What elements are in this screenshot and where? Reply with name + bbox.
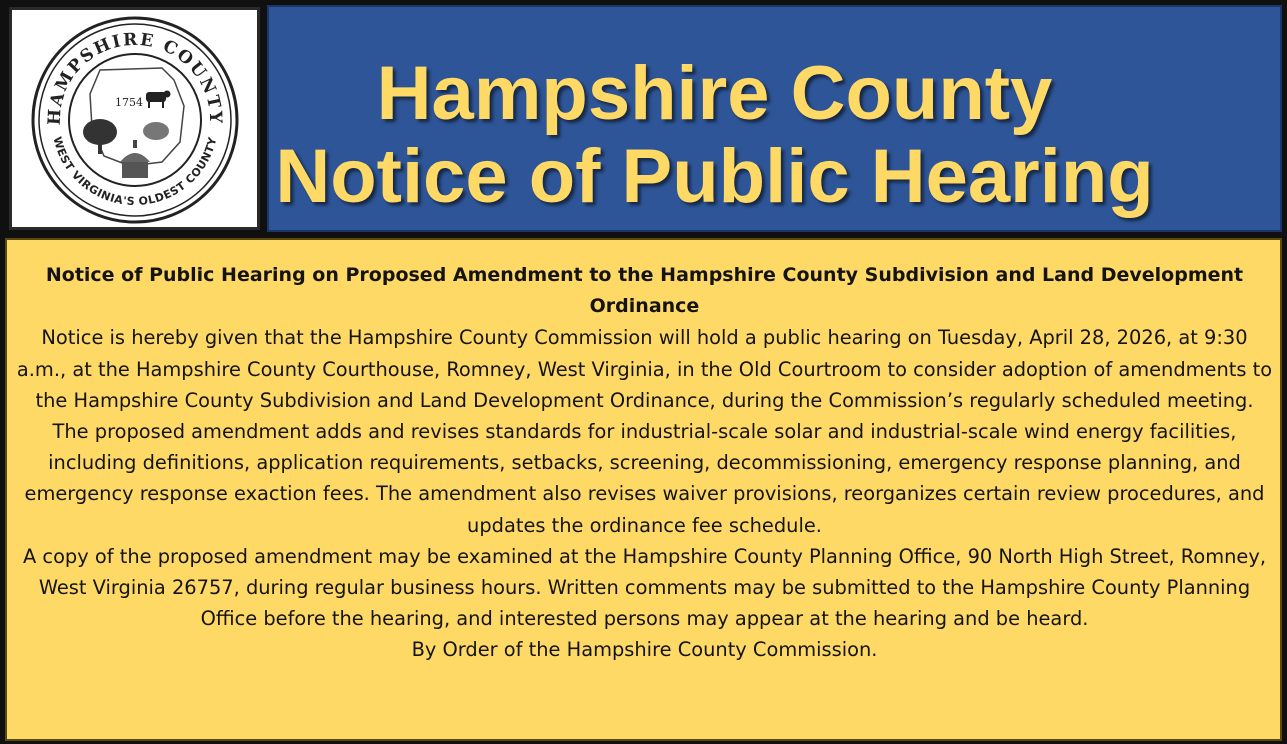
notice-body bbox=[15, 260, 1274, 666]
notice-panel bbox=[5, 238, 1282, 741]
svg-text:WEST VIRGINIA'S OLDEST COUNTY: WEST VIRGINIA'S OLDEST COUNTY bbox=[50, 135, 220, 209]
notice-paragraph: A copy of the proposed amendment may be examined at the Hampshire County Planning Office, 90 North High Street, Romney, West Virginia 26757, during regular business hours. Written comments may be submitted to the Hampshire County Planning Office before the hearing, and interested persons may appear at the hearing and be heard. bbox=[22, 544, 1267, 631]
svg-text:1754: 1754 bbox=[115, 96, 143, 109]
svg-text:HAMPSHIRE COUNTY: HAMPSHIRE COUNTY bbox=[44, 29, 226, 126]
header-banner bbox=[267, 5, 1282, 232]
county-seal bbox=[9, 7, 260, 230]
notice-heading: Notice of Public Hearing on Proposed Amendment to the Hampshire County Subdivision and Land Development Ordinance bbox=[45, 264, 1244, 318]
notice-paragraph: The proposed amendment adds and revises standards for industrial-scale solar and industrial-scale wind energy facilities, including definitions, application requirements, setbacks, screening, decommissioning, emergency response planning, and emergency response exaction fees. The amendment also revises waiver provisions, reorganizes certain review procedures, and updates the ordinance fee schedule. bbox=[24, 420, 1265, 537]
header-title: Hampshire County bbox=[376, 51, 1053, 136]
notice-signoff: By Order of the Hampshire County Commission. bbox=[411, 638, 878, 662]
county-seal-logo bbox=[12, 10, 257, 227]
notice-paragraph: Notice is hereby given that the Hampshire County Commission will hold a public hearing on Tuesday, April 28, 2026, at 9:30 a.m., at the Hampshire County Courthouse, Romney, West Virginia, in the Old Courtroom to consider adoption of amendments to the Hampshire County Subdivision and Land Development Ordinance, during the Commission’s regularly scheduled meeting. bbox=[16, 326, 1273, 412]
header-subtitle: Notice of Public Hearing bbox=[275, 134, 1154, 219]
